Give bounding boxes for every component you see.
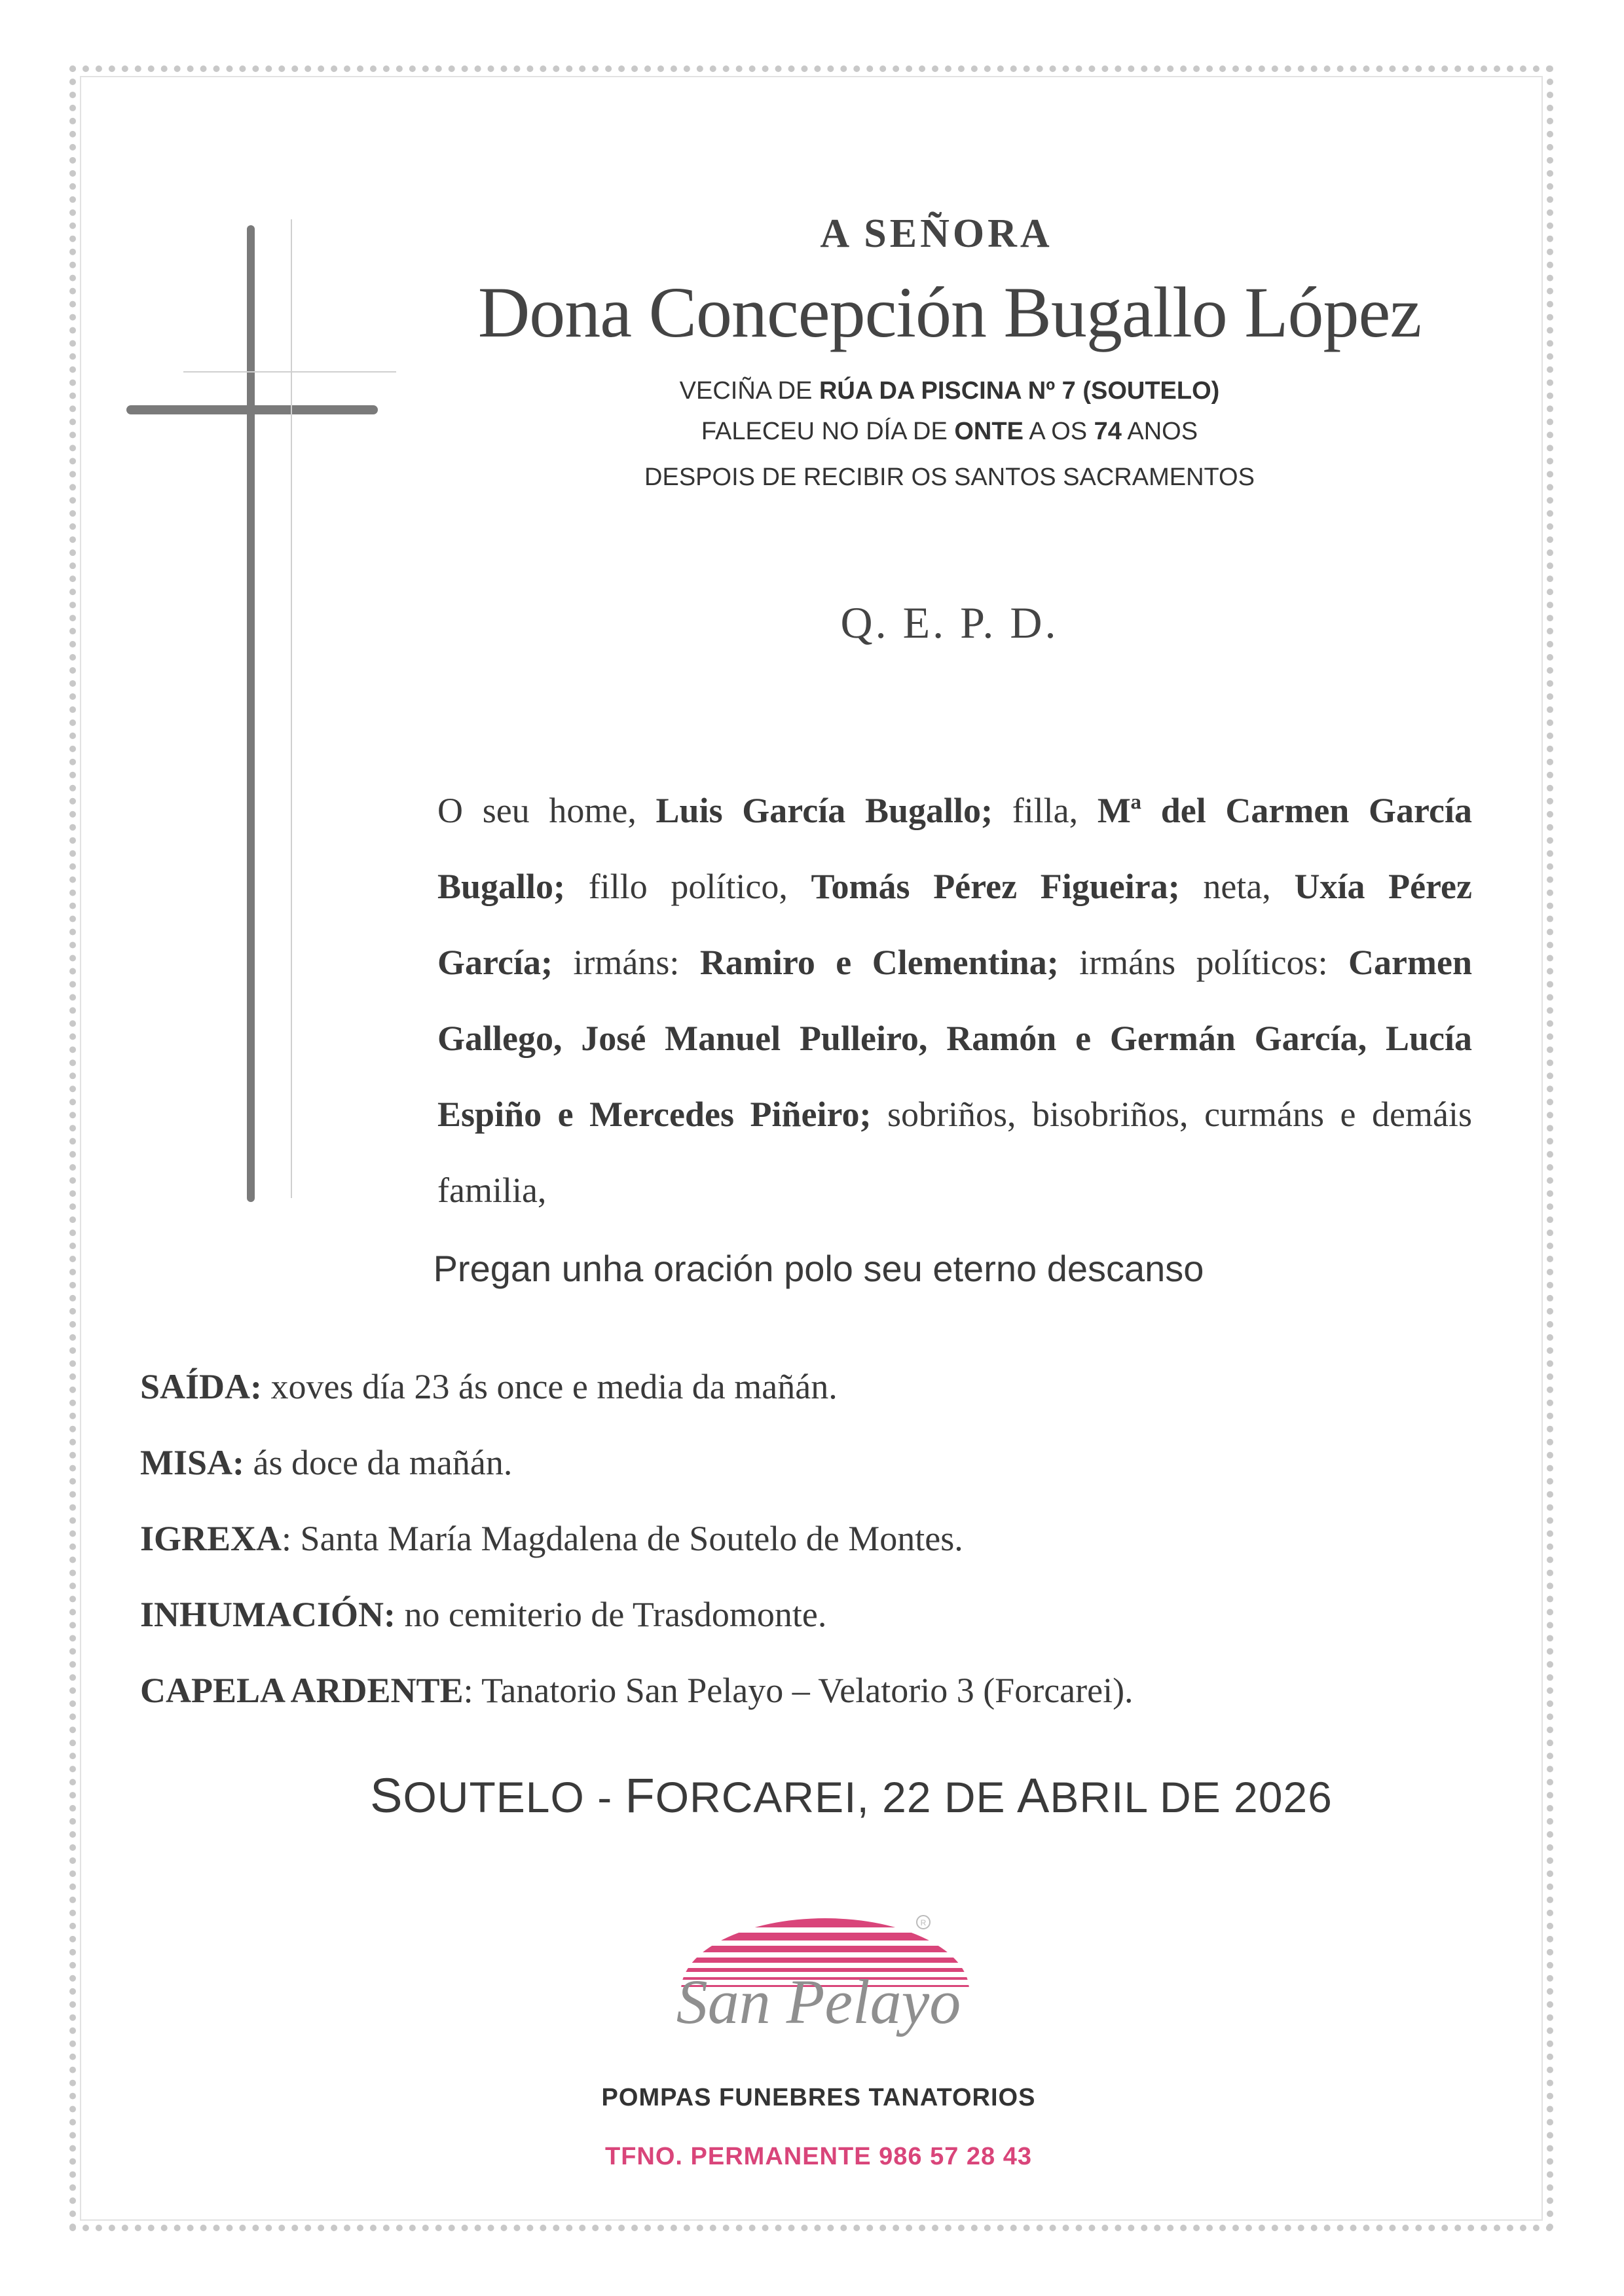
detail-misa: MISA: ás doce da mañán. (140, 1443, 513, 1482)
detail-saida: SAÍDA: xoves día 23 ás once e media da mañán. (140, 1367, 838, 1406)
title: A SEÑORA (820, 211, 1053, 256)
phone-number: TFNO. PERMANENTE 986 57 28 43 (605, 2143, 1032, 2170)
info-line-3: DESPOIS DE RECIBIR OS SANTOS SACRAMENTOS (644, 464, 1255, 491)
info-line-1: VECIÑA DE RÚA DA PISCINA Nº 7 (SOUTELO) (679, 377, 1220, 405)
service-details (140, 1349, 1450, 1728)
company-name: POMPAS FUNEBRES TANATORIOS (601, 2084, 1036, 2111)
svg-text:R: R (920, 1918, 927, 1927)
qepd: Q. E. P. D. (840, 598, 1059, 647)
san-pelayo-logo (655, 1892, 969, 2102)
deceased-name: Dona Concepción Bugallo López (477, 272, 1422, 352)
detail-capela: CAPELA ARDENTE: Tanatorio San Pelayo – Velatorio 3 (Forcarei). (140, 1671, 1134, 1710)
place-date: SOUTELO - FORCAREI, 22 DE ABRIL DE 2026 (370, 1768, 1333, 1823)
detail-inhumacion: INHUMACIÓN: no cemiterio de Trasdomonte. (140, 1595, 827, 1634)
info-line-2: FALECEU NO DÍA DE ONTE A OS 74 ANOS (701, 418, 1198, 445)
svg-text:San Pelayo: San Pelayo (676, 1967, 961, 2037)
prayer-line: Pregan unha oración polo seu eterno descanso (433, 1248, 1204, 1289)
detail-igrexa: IGREXA: Santa María Magdalena de Soutelo de Montes. (140, 1519, 963, 1558)
family-paragraph: O seu home, Luis García Bugallo; filla, Mª del Carmen García Bugallo; fillo político, Tomás Pérez Figueira; neta, Uxía Pérez García; irmáns: Ramiro e Clementina; irmáns políticos: Carmen Gallego, José Manuel Pulleiro, Ramón e Germán García, Lucía Espiño e Mercedes Piñeiro; sobriños, bisobriños, curmáns e demáis familia, (437, 791, 1472, 1210)
cross-icon (124, 216, 399, 1224)
